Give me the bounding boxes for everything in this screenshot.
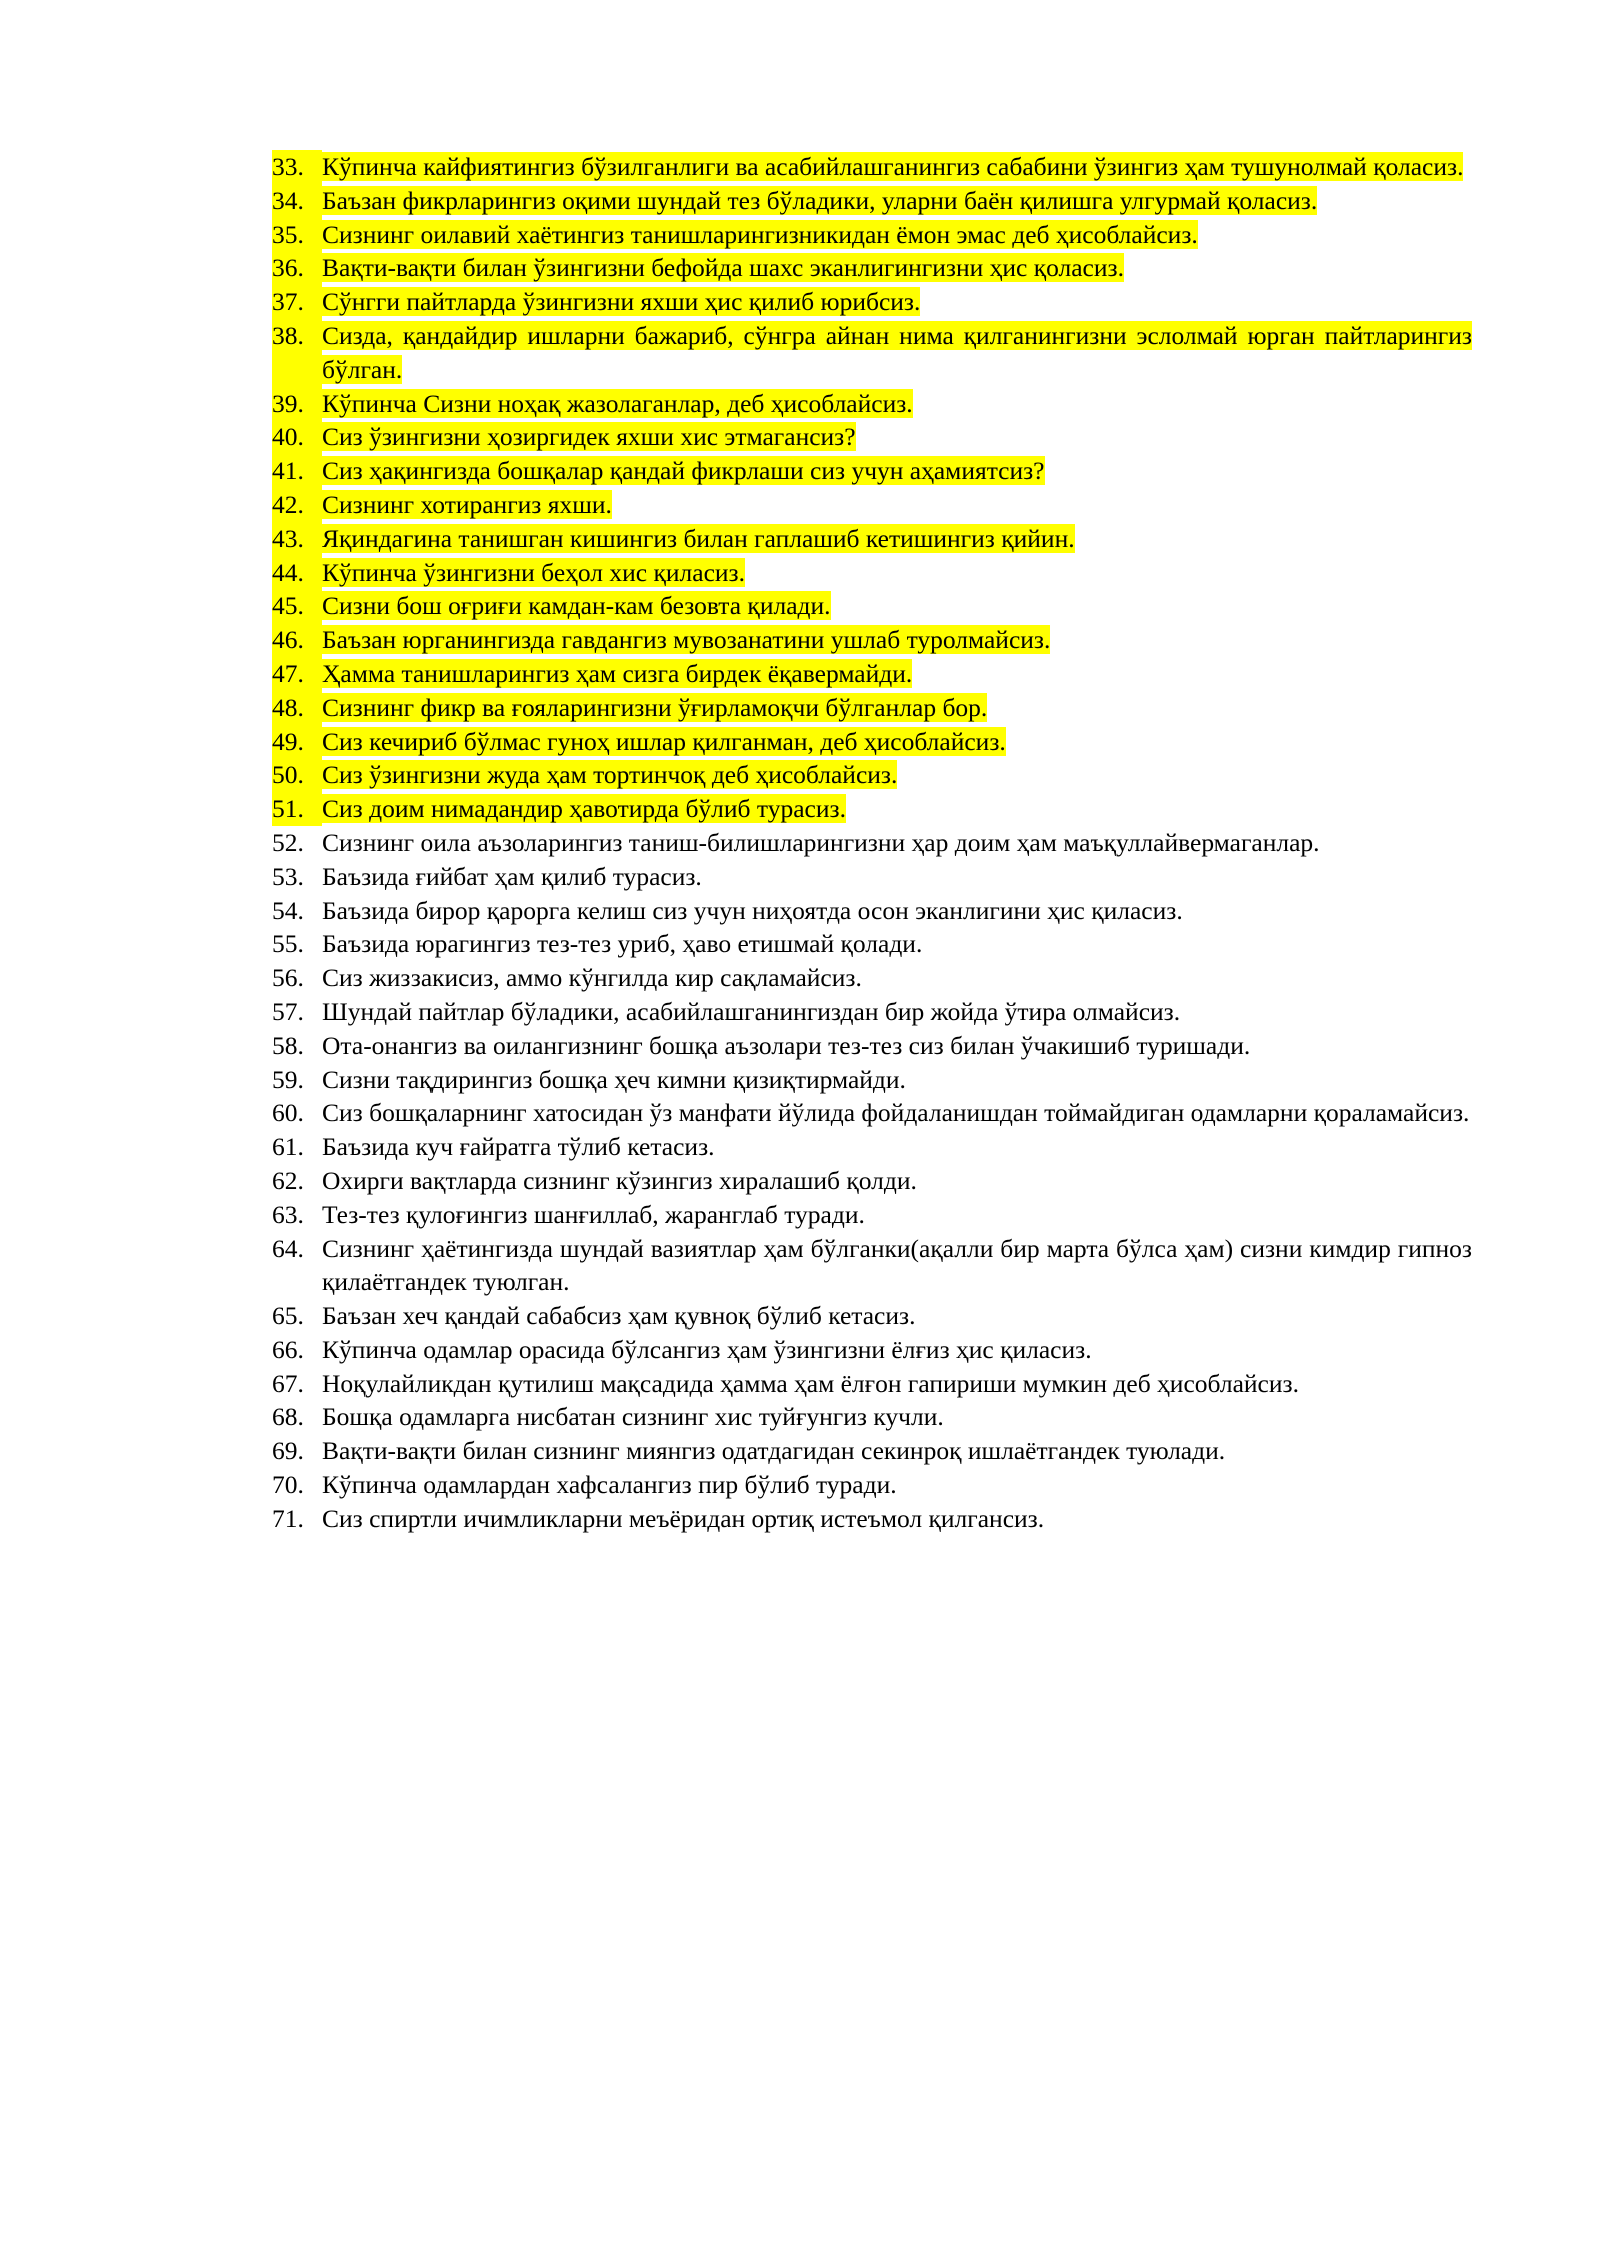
list-item	[272, 387, 1472, 421]
item-number: 45.	[272, 589, 322, 623]
item-text-content: Сизнинг хотирангиз яхши.	[322, 489, 612, 519]
item-number: 70.	[272, 1470, 304, 1500]
item-text-content: Баъзида бирор қарорга келиш сиз учун ниҳоятда осон эканлигини ҳис қиласиз.	[322, 895, 1183, 925]
item-text-content: Сиз ўзингизни ҳозиргидек яхши хис этмагансиз?	[322, 422, 856, 452]
list-item	[272, 1063, 1472, 1097]
item-number: 55.	[272, 929, 304, 959]
item-text-content: Баъзан хеч қандай сабабсиз ҳам қувноқ бўлиб кетасиз.	[322, 1301, 916, 1331]
item-text-content: Сизнинг ҳаётингизда шундай вазиятлар ҳам бўлганки(ақалли бир марта бўлса ҳам) сизни кимдир гипноз қилаётгандек туюлган.	[322, 1233, 1472, 1297]
item-number: 49.	[272, 725, 322, 759]
list-item	[272, 961, 1472, 995]
item-text-content: Ота-онангиз ва оилангизнинг бошқа аъзолари тез-тез сиз билан ўчакишиб туришади.	[322, 1030, 1251, 1060]
item-number: 50.	[272, 758, 322, 792]
item-number: 65.	[272, 1301, 304, 1331]
item-text-content: Сиз доим нимадандир ҳавотирда бўлиб турасиз.	[322, 794, 846, 824]
item-text	[322, 623, 1472, 657]
item-text	[322, 1063, 1472, 1097]
item-text-content: Ноқулайликдан қутилиш мақсадида ҳамма ҳам ёлғон гапириши мумкин деб ҳисоблайсиз.	[322, 1368, 1299, 1398]
item-number: 56.	[272, 963, 304, 993]
item-text-content: Сизда, қандайдир ишларни бажариб, сўнгра айнан нима қилганингизни эслолмай юрган пайтларингиз бўлган.	[322, 320, 1472, 384]
item-number: 52.	[272, 827, 304, 857]
item-text-content: Тез-тез қулоғингиз шанғиллаб, жаранглаб туради.	[322, 1199, 865, 1229]
item-text-content: Кўпинча одамлардан хафсалангиз пир бўлиб туради.	[322, 1470, 897, 1500]
item-text	[322, 184, 1472, 218]
item-text-content: Сўнгги пайтларда ўзингизни яхши ҳис қилиб юрибсиз.	[322, 287, 921, 317]
list-item	[272, 589, 1472, 623]
item-number: 33.	[272, 150, 322, 184]
list-item	[272, 1198, 1472, 1232]
item-number: 37.	[272, 285, 322, 319]
item-text	[322, 251, 1472, 285]
item-text-content: Ҳамма танишларингиз ҳам сизга бирдек ёқавермайди.	[322, 658, 913, 688]
item-text	[322, 218, 1472, 252]
item-number: 35.	[272, 218, 322, 252]
list-item	[272, 758, 1472, 792]
item-text	[322, 826, 1472, 860]
item-number: 68.	[272, 1402, 304, 1432]
item-text-content: Сизнинг оилавий хаётингиз танишларингизникидан ёмон эмас деб ҳисоблайсиз.	[322, 219, 1198, 249]
list-item	[272, 488, 1472, 522]
item-text	[322, 792, 1472, 826]
item-text	[322, 691, 1472, 725]
item-text-content: Баъзида куч ғайратга тўлиб кетасиз.	[322, 1132, 715, 1162]
item-text-content: Кўпинча кайфиятингиз бўзилганлиги ва асабийлашганингиз сабабини ўзингиз ҳам тушунолмай қоласиз.	[322, 152, 1464, 181]
item-text-content: Баъзида юрагингиз тез-тез уриб, ҳаво етишмай қолади.	[322, 929, 923, 959]
item-text-content: Шундай пайтлар бўладики, асабийлашганингиздан бир жойда ўтира олмайсиз.	[322, 996, 1181, 1026]
list-item	[272, 691, 1472, 725]
item-text-content: Баъзан юрганингизда гавдангиз мувозанатини ушлаб туролмайсиз.	[322, 625, 1051, 655]
item-text	[322, 1502, 1472, 1536]
item-text	[322, 1130, 1472, 1164]
item-text	[322, 556, 1472, 590]
item-text	[322, 1198, 1472, 1232]
list-item	[272, 1434, 1472, 1468]
item-text-content: Кўпинча одамлар орасида бўлсангиз ҳам ўзингизни ёлғиз ҳис қиласиз.	[322, 1334, 1092, 1364]
list-item	[272, 1232, 1472, 1300]
list-item	[272, 927, 1472, 961]
list-item	[272, 894, 1472, 928]
list-item	[272, 1096, 1472, 1130]
item-text	[322, 589, 1472, 623]
item-text	[322, 860, 1472, 894]
item-text-content: Сизни бош оғриғи камдан-кам безовта қилади.	[322, 591, 831, 621]
item-text-content: Баъзида ғийбат ҳам қилиб турасиз.	[322, 861, 702, 891]
item-text-content: Сизнинг оила аъзоларингиз таниш-билишларингизни ҳар доим ҳам маъқуллайвермаганлар.	[322, 827, 1320, 857]
item-number: 71.	[272, 1503, 304, 1533]
item-number: 43.	[272, 522, 322, 556]
item-number: 54.	[272, 895, 304, 925]
item-text	[322, 1029, 1472, 1063]
item-number: 57.	[272, 996, 304, 1026]
item-text	[322, 758, 1472, 792]
item-text-content: Баъзан фикрларингиз оқими шундай тез бўладики, уларни баён қилишга улгурмай қоласиз.	[322, 185, 1318, 215]
item-number: 34.	[272, 184, 322, 218]
item-number: 63.	[272, 1199, 304, 1229]
list-item	[272, 792, 1472, 826]
list-item	[272, 725, 1472, 759]
item-number: 69.	[272, 1436, 304, 1466]
item-text	[322, 1434, 1472, 1468]
item-text-content: Сиз бошқаларнинг хатосидан ўз манфати йўлида фойдаланишдан тоймайдиган одамларни қораламайсиз.	[322, 1098, 1470, 1128]
item-text	[322, 1096, 1472, 1130]
item-text-content: Сиз кечириб бўлмас гуноҳ ишлар қилганман, деб ҳисоблайсиз.	[322, 726, 1006, 756]
item-text-content: Кўпинча Сизни ноҳақ жазолаганлар, деб ҳисоблайсиз.	[322, 388, 913, 418]
item-text-content: Яқиндагина танишган кишингиз билан гаплашиб кетишингиз қийин.	[322, 523, 1075, 553]
item-number: 48.	[272, 691, 322, 725]
list-item	[272, 1400, 1472, 1434]
item-number: 58.	[272, 1030, 304, 1060]
list-item	[272, 623, 1472, 657]
item-text-content: Кўпинча ўзингизни беҳол хис қиласиз.	[322, 557, 745, 587]
item-text-content: Сиз ўзингизни жуда ҳам тортинчоқ деб ҳисоблайсиз.	[322, 760, 898, 790]
item-number: 38.	[272, 319, 322, 387]
item-text	[322, 285, 1472, 319]
list-item	[272, 285, 1472, 319]
item-text	[322, 420, 1472, 454]
list-item	[272, 1029, 1472, 1063]
list-item	[272, 1333, 1472, 1367]
item-text	[322, 488, 1472, 522]
question-list	[272, 150, 1472, 1536]
list-item	[272, 826, 1472, 860]
item-text-content: Сиз жиззакисиз, аммо кўнгилда кир сақламайсиз.	[322, 963, 862, 993]
item-text	[322, 1232, 1472, 1300]
list-item	[272, 150, 1472, 184]
item-text	[322, 1468, 1472, 1502]
item-text	[322, 1164, 1472, 1198]
item-number: 62.	[272, 1165, 304, 1195]
list-item	[272, 860, 1472, 894]
list-item	[272, 454, 1472, 488]
item-number: 41.	[272, 454, 322, 488]
list-item	[272, 1468, 1472, 1502]
list-item	[272, 1164, 1472, 1198]
item-text	[322, 522, 1472, 556]
item-text	[322, 1299, 1472, 1333]
list-item	[272, 218, 1472, 252]
item-text	[322, 927, 1472, 961]
item-text	[322, 1400, 1472, 1434]
item-number: 47.	[272, 657, 322, 691]
list-item	[272, 319, 1472, 387]
item-number: 53.	[272, 861, 304, 891]
item-number: 59.	[272, 1064, 304, 1094]
item-text-content: Сиз ҳақингизда бошқалар қандай фикрлаши сиз учун аҳамиятсиз?	[322, 456, 1045, 486]
list-item	[272, 251, 1472, 285]
item-text-content: Вақти-вақти билан сизнинг миянгиз одатдагидан секинроқ ишлаётгандек туюлади.	[322, 1436, 1226, 1466]
item-text-content: Сизнинг фикр ва ғояларингизни ўғирламоқчи бўлганлар бор.	[322, 692, 988, 722]
item-text	[322, 657, 1472, 691]
item-number: 40.	[272, 420, 322, 454]
item-number: 44.	[272, 556, 322, 590]
item-number: 36.	[272, 251, 322, 285]
list-item	[272, 1502, 1472, 1536]
list-item	[272, 657, 1472, 691]
list-item	[272, 995, 1472, 1029]
item-number: 46.	[272, 623, 322, 657]
item-number: 64.	[272, 1233, 304, 1263]
item-number: 61.	[272, 1132, 304, 1162]
item-text	[322, 995, 1472, 1029]
item-text	[322, 150, 1472, 184]
item-text	[322, 454, 1472, 488]
item-text	[322, 961, 1472, 995]
list-item	[272, 1299, 1472, 1333]
item-text	[322, 894, 1472, 928]
list-item	[272, 420, 1472, 454]
item-text	[322, 319, 1472, 387]
list-item	[272, 1130, 1472, 1164]
item-text-content: Вақти-вақти билан ўзингизни бефойда шахс эканлигингизни ҳис қоласиз.	[322, 253, 1124, 283]
item-text	[322, 1367, 1472, 1401]
list-item	[272, 184, 1472, 218]
list-item	[272, 1367, 1472, 1401]
item-text-content: Бошқа одамларга нисбатан сизнинг хис туйғунгиз кучли.	[322, 1402, 944, 1432]
item-number: 42.	[272, 488, 322, 522]
item-text	[322, 1333, 1472, 1367]
item-text-content: Охирги вақтларда сизнинг кўзингиз хиралашиб қолди.	[322, 1165, 917, 1195]
item-number: 67.	[272, 1368, 304, 1398]
item-number: 66.	[272, 1334, 304, 1364]
item-text	[322, 725, 1472, 759]
item-text	[322, 387, 1472, 421]
item-number: 39.	[272, 387, 322, 421]
list-item	[272, 556, 1472, 590]
item-text-content: Сизни тақдирингиз бошқа ҳеч кимни қизиқтирмайди.	[322, 1064, 906, 1094]
item-number: 60.	[272, 1098, 304, 1128]
item-text-content: Сиз спиртли ичимликларни меъёридан ортиқ истеъмол қилгансиз.	[322, 1503, 1045, 1533]
item-number: 51.	[272, 792, 322, 826]
list-item	[272, 522, 1472, 556]
